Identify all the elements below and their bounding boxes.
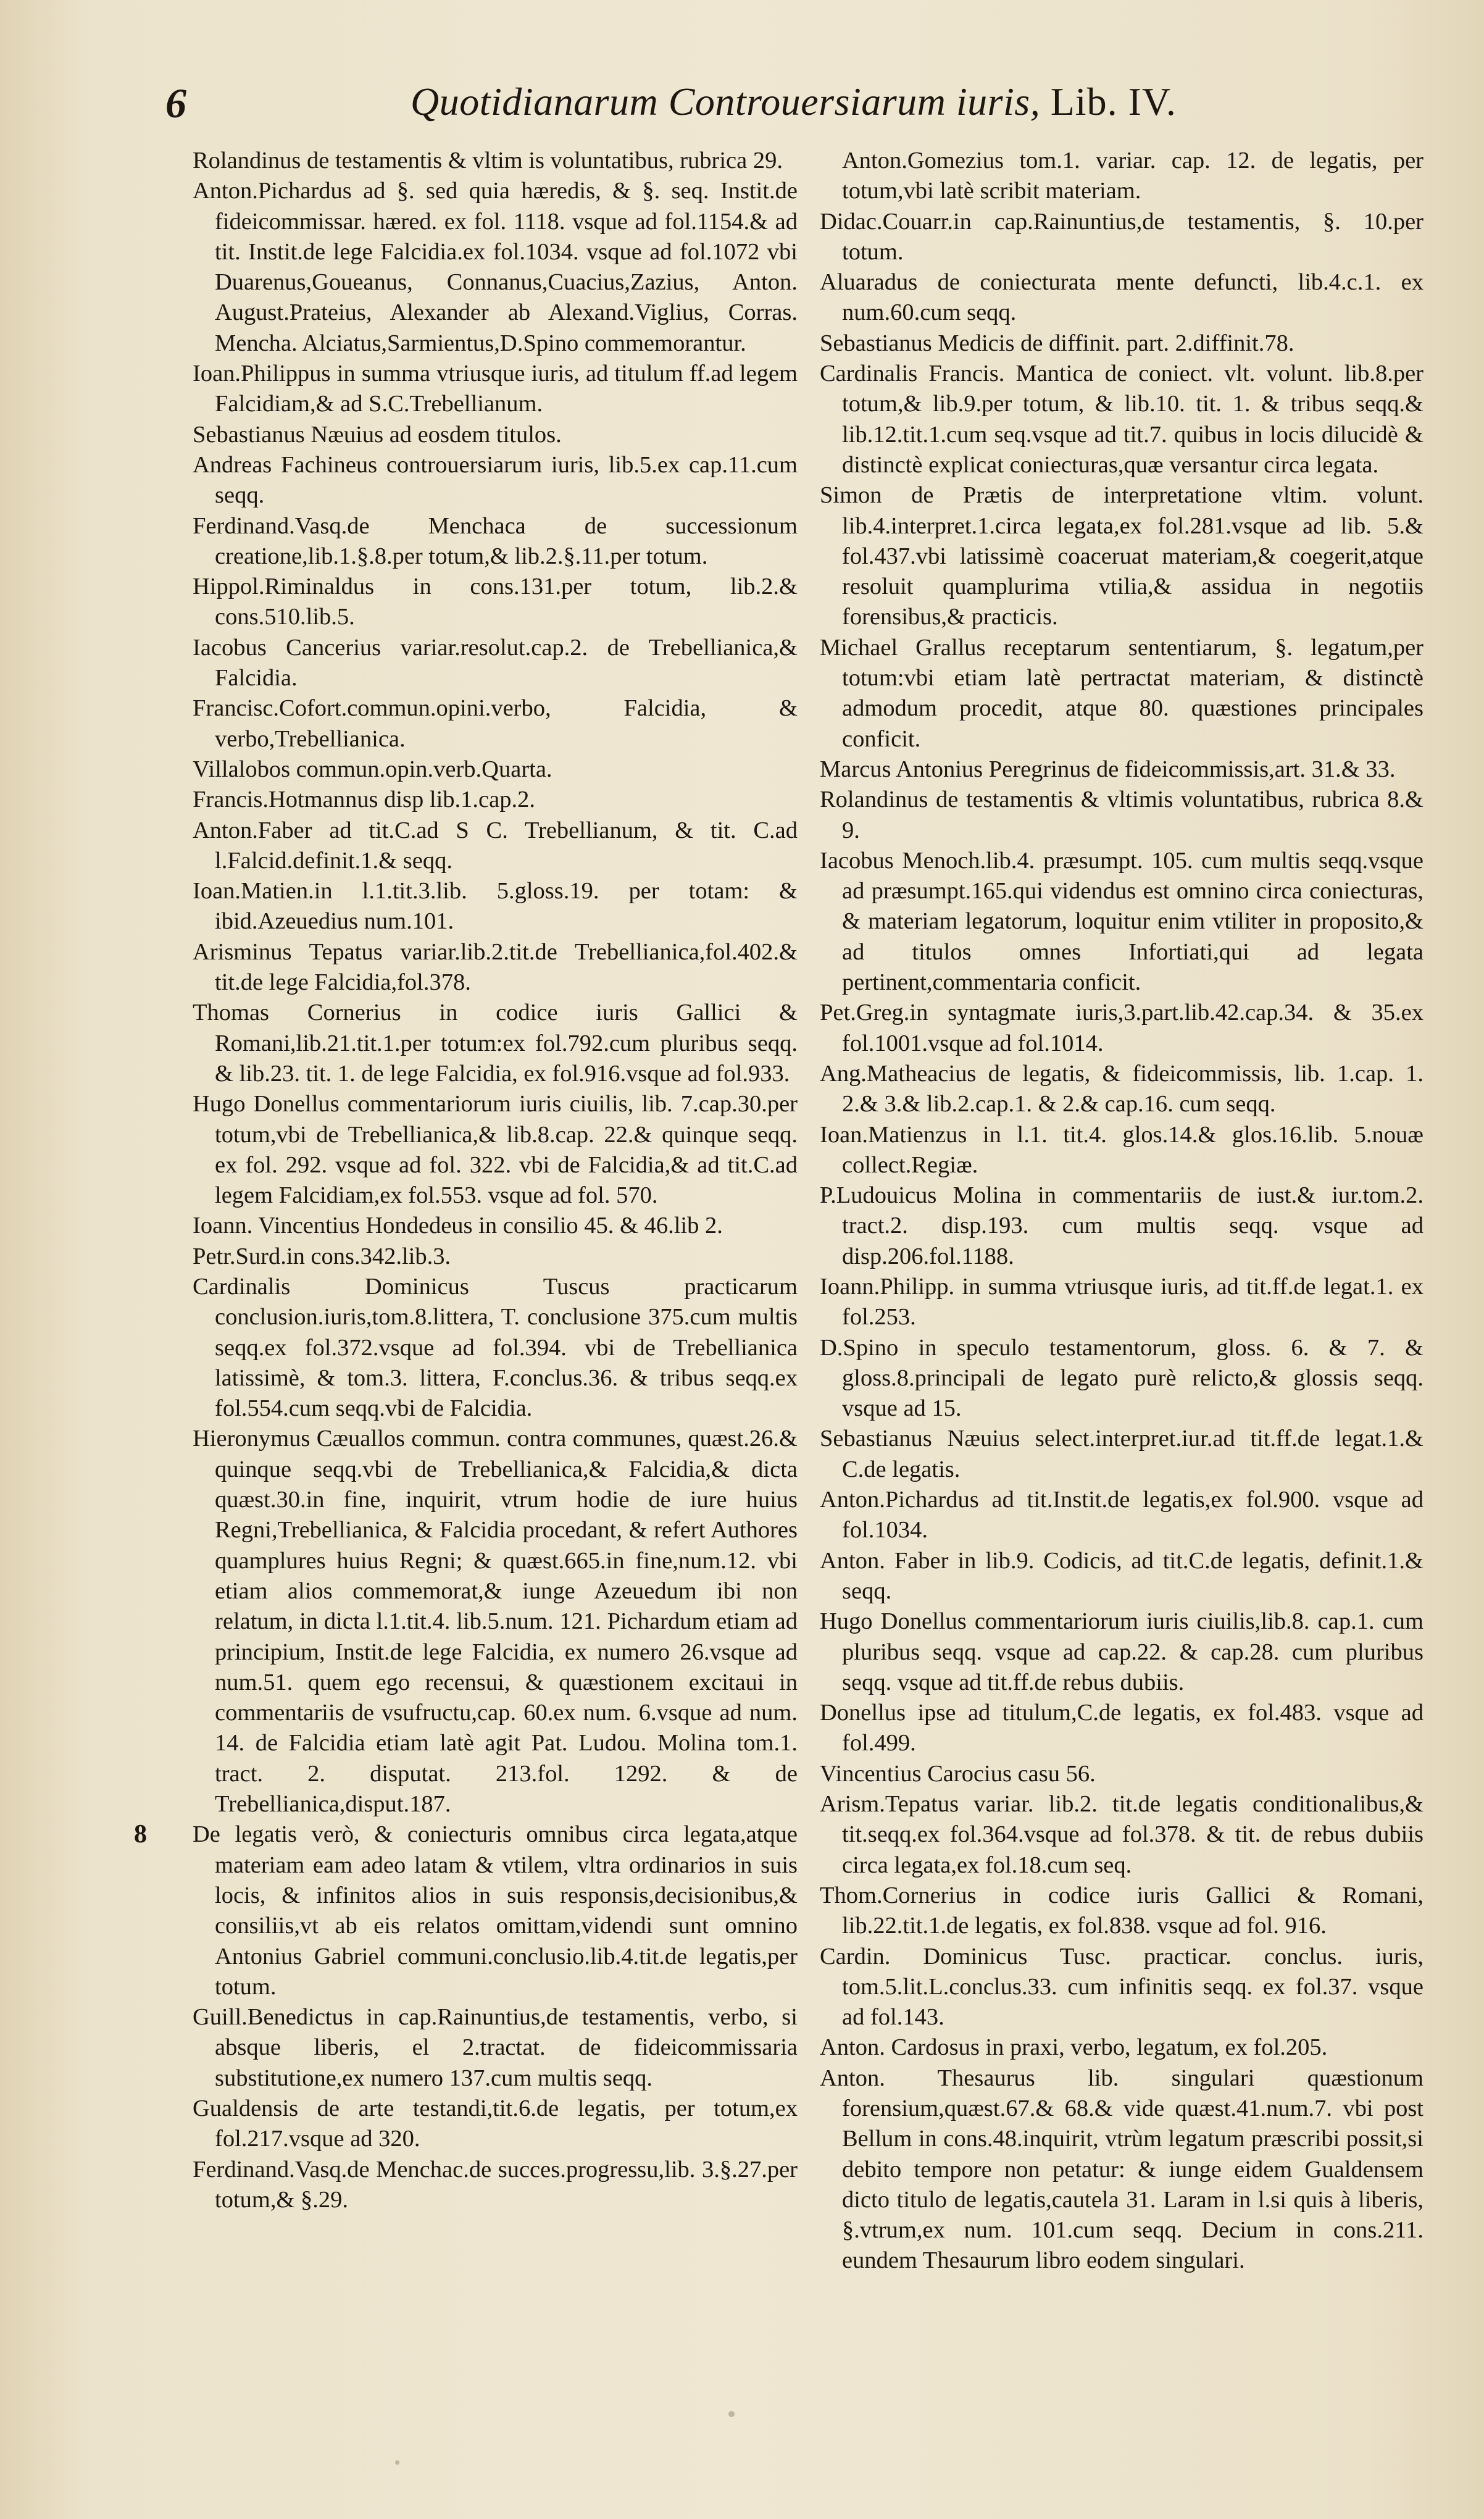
citation-entry: [820, 846, 1424, 998]
citation-entry: [193, 998, 798, 1089]
citation-entry: [820, 207, 1424, 268]
citation-text: Rolandinus de testamentis & vltimis voluntatibus, rubrica 8.& 9.: [820, 787, 1424, 843]
citation-text: Sebastianus Næuius ad eosdem titulos.: [193, 421, 562, 448]
citation-entry: [193, 176, 798, 359]
page-header: [0, 79, 1484, 135]
citation-text: Michael Grallus receptarum sententiarum, §. legatum,per totum:vbi etiam latè pertractat materiam, & distinctè admodum procedit, atque 80. quæstiones principales conficit.: [820, 634, 1424, 752]
citation-text: Ioann.Philipp. in summa vtriusque iuris, ad tit.ff.de legat.1. ex fol.253.: [820, 1273, 1424, 1331]
left-column: [134, 146, 798, 2215]
citation-text: Thom.Cornerius in codice iuris Gallici & Romani, lib.22.tit.1.de legatis, ex fol.838. vsque ad fol. 916.: [820, 1882, 1424, 1939]
citation-entry: [820, 146, 1424, 207]
citation-entry: [820, 1424, 1424, 1485]
citation-entry: [820, 998, 1424, 1059]
citation-entry: [820, 1272, 1424, 1333]
citation-text: Ioan.Philippus in summa vtriusque iuris, ad titulum ff.ad legem Falcidiam,& ad S.C.Trebellianum.: [193, 361, 798, 417]
citation-text: Ferdinand.Vasq.de Menchac.de succes.progressu,lib. 3.§.27.per totum,& §.29.: [193, 2156, 798, 2213]
citation-text: Arism.Tepatus variar. lib.2. tit.de legatis conditionalibus,& tit.seqq.ex fol.364.vsque ad fol.378. & tit. de rebus dubiis circa legata,ex fol.18.cum seq.: [820, 1791, 1424, 1878]
citation-text: Sebastianus Næuius select.interpret.iur.ad tit.ff.de legat.1.& C.de legatis.: [820, 1426, 1424, 1482]
citation-entry: [134, 1819, 798, 2002]
citation-text: Anton. Cardosus in praxi, verbo, legatum, ex fol.205.: [820, 2034, 1328, 2061]
citation-text: Anton.Pichardus ad §. sed quia hæredis, & §. seq. Instit.de fideicommissar. hæred. ex fol. 1118. vsque ad fol.1154.& ad tit. Instit.de lege Falcidia.ex fol.1034. vsque ad fol.1072 vbi Duarenus,Goueanus, Connanus,Cuacius,Zazius, Anton. August.Prateius, Alexander ab Alexand.Viglius, Corras. Mencha. Alciatus,Sarmientus,D.Spino commemorantur.: [193, 178, 798, 356]
citation-text: Donellus ipse ad titulum,C.de legatis, ex fol.483. vsque ad fol.499.: [820, 1700, 1424, 1757]
citation-text: Anton.Gomezius tom.1. variar. cap. 12. de legatis, per totum,vbi latè scribit materiam.: [842, 148, 1424, 204]
citation-text: Anton. Thesaurus lib. singulari quæstionum forensium,quæst.67.& 68.& vide quæst.41.num.7. vbi post Bellum in cons.48.inquirit, vtrùm legatum præscribi possit,si debito tempore non petatur: & iunge eidem Gualdensem dicto titulo de legatis,cautela 31. Laram in l.si quis à liberis, §.vtrum,ex num. 101.cum seqq. Decium in cons.211. eundem Thesaurum libro eodem singulari.: [820, 2065, 1424, 2274]
citation-text: Hippol.Riminaldus in cons.131.per totum, lib.2.& cons.510.lib.5.: [193, 574, 798, 630]
paper-stain: [395, 2460, 399, 2465]
citation-entry: [193, 876, 798, 937]
citation-text: Hugo Donellus commentariorum iuris ciuilis, lib. 7.cap.30.per totum,vbi de Trebellianica,& lib.8.cap. 22.& quinque seqq. ex fol. 292. vsque ad fol. 322. vbi de Falcidia,& ad tit.C.ad legem Falcidiam,ex fol.553. vsque ad fol. 570.: [193, 1091, 798, 1209]
citation-text: Francis.Hotmannus disp lib.1.cap.2.: [193, 787, 535, 813]
citation-entry: [193, 785, 798, 815]
citation-text: Ang.Matheacius de legatis, & fideicommissis, lib. 1.cap. 1. 2.& 3.& lib.2.cap.1. & 2.& cap.16. cum seqq.: [820, 1060, 1424, 1117]
citation-entry: [820, 633, 1424, 754]
citation-text: Thomas Cornerius in codice iuris Gallici & Romani,lib.21.tit.1.per totum:ex fol.792.cum pluribus seqq. & lib.23. tit. 1. de lege Falcidia, ex fol.916.vsque ad fol.933.: [193, 1000, 798, 1087]
citation-text: Iacobus Menoch.lib.4. præsumpt. 105. cum multis seqq.vsque ad præsumpt.165.qui videndus est omnino circa coniecturas, & materiam legatorum, loquitur enim vtiliter in proposito,& ad titulos omnes Infortiati,qui ad legata pertinent,commentaria conficit.: [820, 847, 1424, 996]
citation-entry: [820, 1333, 1424, 1424]
citation-text: Anton.Faber ad tit.C.ad S C. Trebellianum, & tit. C.ad l.Falcid.definit.1.& seqq.: [193, 817, 798, 874]
citation-entry: [193, 754, 798, 785]
citation-entry: [820, 785, 1424, 846]
citation-entry: [820, 1759, 1424, 1789]
citation-entry: [193, 1424, 798, 1819]
citation-entry: [820, 328, 1424, 359]
citation-entry: [193, 2002, 798, 2094]
citation-text: Guill.Benedictus in cap.Rainuntius,de testamentis, verbo, si absque liberis, el 2.tractat. de fideicommissaria substitutione,ex numero 137.cum multis seqq.: [193, 2004, 798, 2091]
citation-text: Vincentius Carocius casu 56.: [820, 1760, 1096, 1787]
citation-text: Villalobos commun.opin.verb.Quarta.: [193, 756, 552, 782]
citation-entry: [820, 2032, 1424, 2063]
citation-entry: [820, 1606, 1424, 1698]
citation-text: Hieronymus Cæuallos commun. contra communes, quæst.26.& quinque seqq.vbi de Trebellianica,& Falcidia,& dicta quæst.30.in fine, inquirit, vtrum hodie de iure huius Regni,Trebellianica, & Falcidia procedant, & refert Authores quamplures huius Regni; & quæst.665.in fine,num.12. vbi etiam alios commemorat,& iunge Azeuedum ibi non relatum, in dicta l.1.tit.4. lib.5.num. 121. Pichardum etiam ad principium, Instit.de lege Falcidia, ex numero 26.vsque ad num.51. quem ego recensui, & quæstionem excitaui in commentariis de vsufructu,cap. 60.ex num. 6.vsque ad num. 14. de Falcidia etiam latè agit Pat. Ludou. Molina tom.1. tract. 2. disputat. 213.fol. 1292. & de Trebellianica,disput.187.: [193, 1426, 798, 1818]
citation-text: Rolandinus de testamentis & vltim is voluntatibus, rubrica 29.: [193, 148, 783, 173]
citation-entry: [193, 511, 798, 572]
citation-text: Ferdinand.Vasq.de Menchaca de successionum creatione,lib.1.§.8.per totum,& lib.2.§.11.per totum.: [193, 512, 798, 569]
citation-entry: [193, 693, 798, 754]
citation-text: P.Ludouicus Molina in commentariis de iust.& iur.tom.2. tract.2. disp.193. cum multis seqq. vsque ad disp.206.fol.1188.: [820, 1182, 1424, 1269]
citation-entry: [820, 1180, 1424, 1272]
citation-text: Ioan.Matienzus in l.1. tit.4. glos.14.& glos.16.lib. 5.nouæ collect.Regiæ.: [820, 1121, 1424, 1178]
citation-text: Cardinalis Francis. Mantica de coniect. vlt. volunt. lib.8.per totum,& lib.9.per totum, & lib.10. tit. 1. & tribus seqq.& lib.12.tit.1.cum seq.vsque ad tit.7. quibus in locis dilucidè & distinctè explicat coniecturas,quæ versantur circa legata.: [820, 361, 1424, 478]
citation-entry: [820, 2063, 1424, 2276]
citation-entry: [820, 267, 1424, 328]
book-label: Lib. IV.: [1050, 80, 1177, 123]
citation-entry: [193, 1089, 798, 1211]
running-title: [411, 79, 1177, 125]
citation-entry: [193, 2155, 798, 2216]
citation-entry: [820, 1698, 1424, 1759]
right-column: [820, 146, 1424, 2276]
citation-text: Gualdensis de arte testandi,tit.6.de legatis, per totum,ex fol.217.vsque ad 320.: [193, 2095, 798, 2152]
citation-entry: [193, 420, 798, 450]
citation-text: Anton.Pichardus ad tit.Instit.de legatis,ex fol.900. vsque ad fol.1034.: [820, 1487, 1424, 1544]
citation-text: Didac.Couarr.in cap.Rainuntius,de testamentis, §. 10.per totum.: [820, 208, 1424, 265]
citation-text: Anton. Faber in lib.9. Codicis, ad tit.C.de legatis, definit.1.& seqq.: [820, 1547, 1424, 1604]
citation-text: Andreas Fachineus controuersiarum iuris, lib.5.ex cap.11.cum seqq.: [193, 451, 798, 509]
citation-entry: [193, 2094, 798, 2155]
citation-entry: [193, 1242, 798, 1272]
citation-entry: [193, 816, 798, 877]
citation-entry: [820, 1942, 1424, 2033]
citation-entry: [820, 1120, 1424, 1181]
citation-text: Petr.Surd.in cons.342.lib.3.: [193, 1243, 451, 1269]
citation-text: Marcus Antonius Peregrinus de fideicommissis,art. 31.& 33.: [820, 756, 1396, 782]
citation-entry: [193, 572, 798, 633]
citation-entry: [193, 1211, 798, 1241]
citation-entry: [193, 937, 798, 998]
citation-text: Cardinalis Dominicus Tuscus practicarum conclusion.iuris,tom.8.littera, T. conclusione 375.cum multis seqq.ex fol.372.vsque ad fol.394. vbi de Trebellianica latissimè, & tom.3. littera, F.conclus.36. & tribus seqq.ex fol.554.cum seqq.vbi de Falcidia.: [193, 1273, 798, 1422]
citation-text: Aluaradus de coniecturata mente defuncti, lib.4.c.1. ex num.60.cum seqq.: [820, 269, 1424, 326]
citation-entry: [820, 1546, 1424, 1607]
citation-entry: [193, 633, 798, 694]
citation-entry: [820, 1881, 1424, 1942]
section-marker: 8: [134, 1820, 147, 1849]
citation-entry: [820, 1789, 1424, 1881]
citation-text: Hugo Donellus commentariorum iuris ciuilis,lib.8. cap.1. cum pluribus seqq. vsque ad cap.22. & cap.28. cum pluribus seqq. vsque ad tit.ff.de rebus dubiis.: [820, 1608, 1424, 1695]
running-title-text: Quotidianarum Controuersiarum iuris,: [411, 80, 1041, 123]
citation-text: Pet.Greg.in syntagmate iuris,3.part.lib.42.cap.34. & 35.ex fol.1001.vsque ad fol.1014.: [820, 1000, 1424, 1056]
citation-text: Ioann. Vincentius Hondedeus in consilio 45. & 46.lib 2.: [193, 1213, 723, 1239]
citation-text: Simon de Prætis de interpretatione vltim. volunt. lib.4.interpret.1.circa legata,ex fol.281.vsque ad lib. 5.& fol.437.vbi latissimè coaceruat materiam,& coegerit,atque resoluit quamplurima vtilia,& assidua in negotiis forensibus,& practicis.: [820, 482, 1424, 630]
citation-text: Iacobus Cancerius variar.resolut.cap.2. de Trebellianica,& Falcidia.: [193, 634, 798, 691]
citation-entry: [820, 1485, 1424, 1546]
citation-text: Sebastianus Medicis de diffinit. part. 2.diffinit.78.: [820, 330, 1294, 356]
citation-entry: [193, 450, 798, 511]
citation-text: Ioan.Matien.in l.1.tit.3.lib. 5.gloss.19. per totam: & ibid.Azeuedius num.101.: [193, 878, 798, 935]
citation-entry: [193, 359, 798, 420]
citation-entry: [820, 1059, 1424, 1120]
citation-text: Francisc.Cofort.commun.opini.verbo, Falcidia, & verbo,Trebellianica.: [193, 695, 798, 752]
citation-text: De legatis verò, & coniecturis omnibus circa legata,atque materiam eam adeo latam & vtilem, vltra ordinarios in suis locis, & infinitos alios in suis responsis,decisionibus,& consiliis,vt ab eis relatos omittam,videndi sunt omnino Antonius Gabriel communi.conclusio.lib.4.tit.de legatis,per totum.: [193, 1821, 798, 2000]
page-number: 6: [165, 80, 186, 127]
citation-entry: [820, 480, 1424, 632]
paper-stain: [728, 2411, 735, 2417]
citation-text: D.Spino in speculo testamentorum, gloss. 6. & 7. & gloss.8.principali de legato purè relicto,& glossis seqq. vsque ad 15.: [820, 1334, 1424, 1422]
citation-text: Cardin. Dominicus Tusc. practicar. conclus. iuris, tom.5.lit.L.conclus.33. cum infinitis seqq. ex fol.37. vsque ad fol.143.: [820, 1943, 1424, 2031]
citation-text: Arisminus Tepatus variar.lib.2.tit.de Trebellianica,fol.402.& tit.de lege Falcidia,fol.378.: [193, 938, 798, 996]
citation-entry: [820, 754, 1424, 785]
citation-entry: [820, 359, 1424, 480]
citation-entry: [193, 146, 798, 176]
citation-entry: [193, 1272, 798, 1424]
